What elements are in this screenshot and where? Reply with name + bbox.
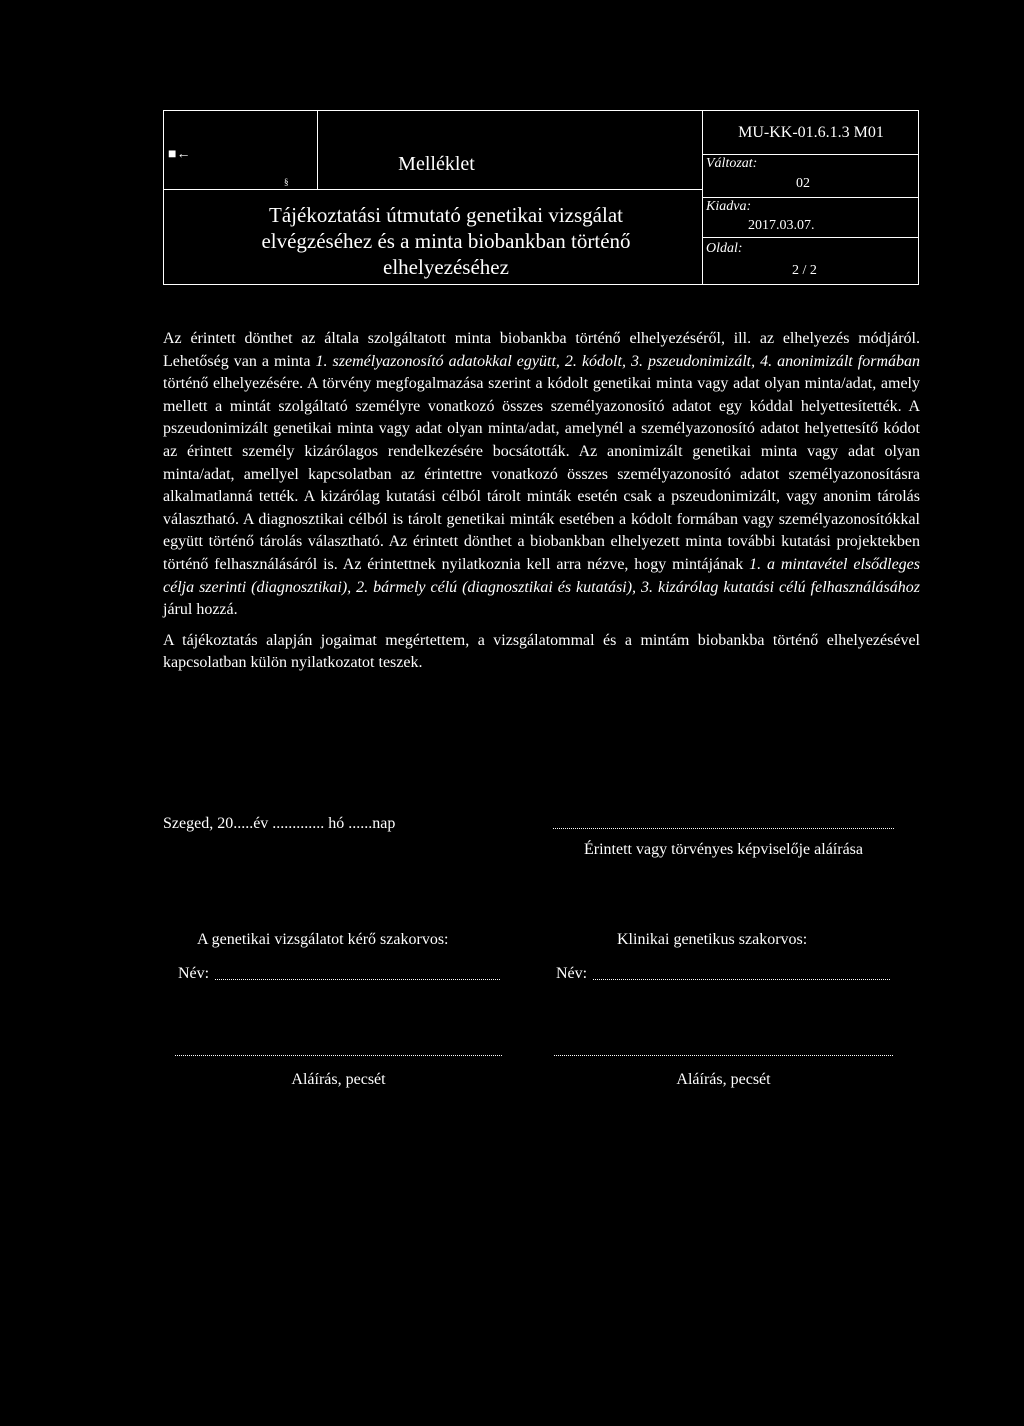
name-label-right: Név: xyxy=(556,965,588,982)
name-label-left: Név: xyxy=(178,965,210,982)
text: járul hozzá. xyxy=(163,601,238,619)
title-line: Tájékoztatási útmutató genetikai vizsgálat xyxy=(269,203,623,227)
place-date-line: Szeged, 20.....év ............. hó ......nap xyxy=(163,815,396,832)
page-label: Oldal: xyxy=(706,241,743,256)
text: történő elhelyezésére. A törvény megfogalmazása szerint a kódolt genetikai minta vagy adat olyan minta/adat, amely mellett a mintát szolgáltató személyre vonatkozó összes személyazonosító adatot egy kóddal helyettesítették. A pszeudonimizált genetikai minta vagy adat olyan minta/adat, amelynél a személyazonosító adatot helyettesítő kódot az érintett személy kizárólagos rendelkezésére bocsátották. Az anonimizált genetikai minta vagy adat olyan minta/adat, amellyel kapcsolatban az érintettre vonatkozó összes személyazonosító adatot személyazonosításra alkalmatlanná tették. A kizárólag kutatási célból tárolt minták esetén csak a pszeudonimizált, vagy anonim tárolás választható. A diagnosztikai célból is tárolt genetikai minták esetében a kódolt formában vagy személyazonosítókkal együtt történő tárolás választható. Az érintett dönthet a biobankban elhelyezett minta további kutatási projektekben történő felhasználásáról is. Az érintettnek nyilatkoznia kell arra nézve, hogy mintájának xyxy=(163,375,920,573)
italic-text: 1. a mintavétel elsődleges célja szerinti (diagnosztikai), 2. bármely célú (diagnosztikai és kutatási), 3. kizárólag kutatási célú felhasználásához xyxy=(163,555,920,596)
divider xyxy=(702,154,918,155)
version-value: 02 xyxy=(796,176,810,191)
signature-line xyxy=(553,828,894,829)
name-line-right xyxy=(593,979,890,980)
name-line-left xyxy=(215,979,500,980)
patient-signature-caption: Érintett vagy törvényes képviselője aláírása xyxy=(583,841,863,858)
divider xyxy=(164,189,702,190)
document-header xyxy=(163,110,919,285)
paragraph xyxy=(163,328,920,622)
logo-icon: ■← xyxy=(168,147,191,162)
document-title xyxy=(166,202,726,280)
text: Az érintett dönthet az általa szolgáltatott minta biobankba történő elhelyezéséről, ill. az elhelyezés módjáról. Lehetőség van a minta xyxy=(163,330,920,370)
document-body xyxy=(163,328,920,683)
issued-value: 2017.03.07. xyxy=(748,218,815,233)
divider xyxy=(702,237,918,238)
requesting-doctor-label: A genetikai vizsgálatot kérő szakorvos: xyxy=(197,931,449,948)
signature-line-left xyxy=(175,1055,502,1056)
signature-line-right xyxy=(554,1055,893,1056)
document-code: MU-KK-01.6.1.3 M01 xyxy=(738,124,884,141)
page-value: 2 / 2 xyxy=(792,263,817,278)
italic-text: 1. személyazonosító adatokkal együtt, 2. kódolt, 3. pszeudonimizált, 4. anonimizált formában xyxy=(315,352,921,370)
divider xyxy=(317,111,318,189)
title-line: elvégzéséhez és a minta biobankban történő xyxy=(261,229,631,253)
annex-label: Melléklet xyxy=(398,153,475,175)
title-line: elhelyezéséhez xyxy=(383,255,509,279)
divider xyxy=(702,197,918,198)
sign-stamp-left: Aláírás, pecsét xyxy=(291,1071,386,1088)
paragraph: A tájékoztatás alapján jogaimat megértettem, a vizsgálatommal és a mintám biobankba történő elhelyezésével kapcsolatban külön nyilatkozatot teszek. xyxy=(163,631,920,672)
issued-label: Kiadva: xyxy=(706,199,752,214)
version-label: Változat: xyxy=(706,156,758,171)
clinical-geneticist-label: Klinikai genetikus szakorvos: xyxy=(617,931,808,948)
logo-mark-icon: § xyxy=(284,177,289,187)
sign-stamp-right: Aláírás, pecsét xyxy=(676,1071,771,1088)
